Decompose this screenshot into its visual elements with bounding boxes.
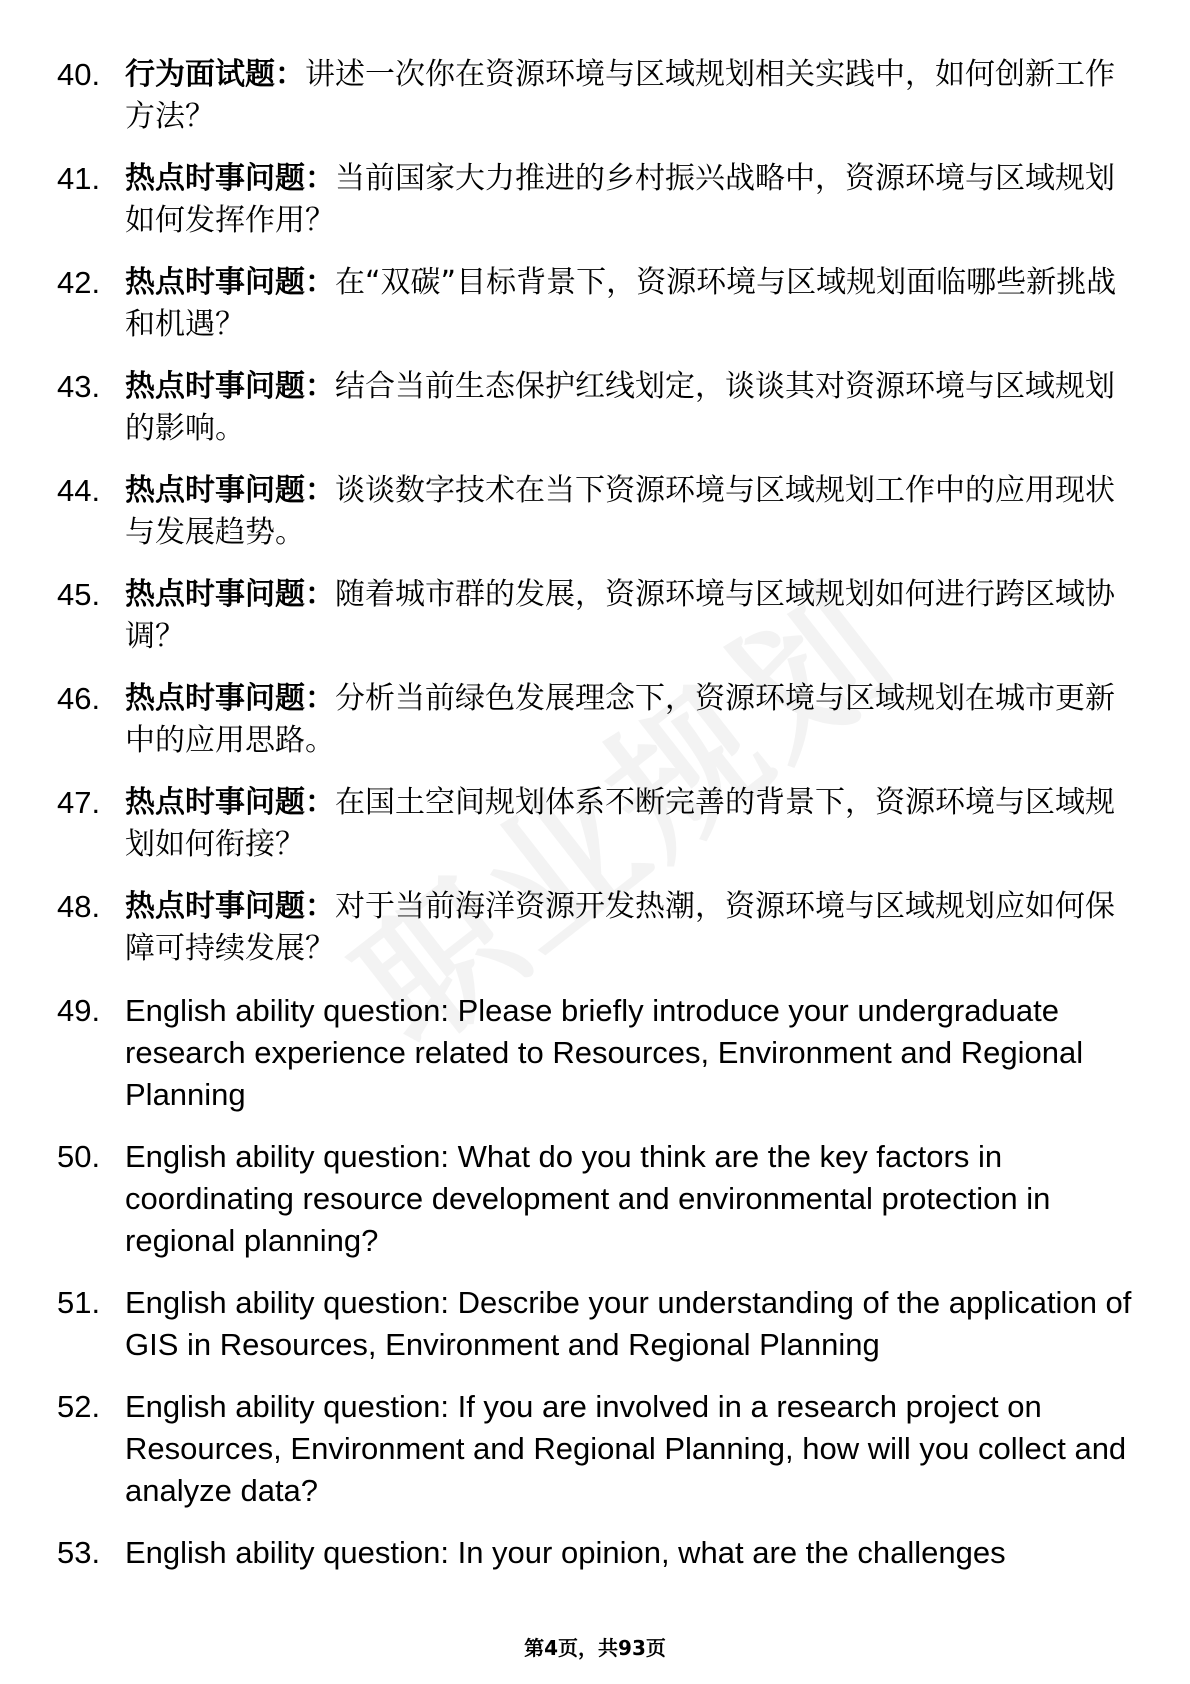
question-item — [57, 1532, 1137, 1574]
question-text: 讲述一次你在资源环境与区域规划相关实践中，如何创新工作方法？ — [125, 57, 1115, 134]
question-category: 热点时事问题： — [125, 369, 335, 404]
question-item — [57, 470, 1137, 554]
question-text: 结合当前生态保护红线划定，谈谈其对资源环境与区域规划的影响。 — [125, 369, 1115, 446]
question-number: 50. — [57, 1139, 101, 1174]
question-item — [57, 1136, 1137, 1262]
question-category: 热点时事问题： — [125, 785, 335, 820]
question-number: 43. — [57, 369, 101, 404]
question-category: 热点时事问题： — [125, 889, 335, 924]
question-number: 51. — [57, 1285, 101, 1320]
question-item — [57, 158, 1137, 242]
question-category: 热点时事问题： — [125, 681, 335, 716]
question-number: 49. — [57, 993, 101, 1028]
question-list — [57, 54, 1137, 1594]
question-text: 随着城市群的发展，资源环境与区域规划如何进行跨区域协调？ — [125, 577, 1115, 654]
question-text: 在国土空间规划体系不断完善的背景下，资源环境与区域规划如何衔接？ — [125, 785, 1115, 862]
question-number: 52. — [57, 1389, 101, 1424]
question-number: 44. — [57, 473, 101, 508]
question-number: 47. — [57, 785, 101, 820]
question-item — [57, 1282, 1137, 1366]
question-text: 对于当前海洋资源开发热潮，资源环境与区域规划应如何保障可持续发展？ — [125, 889, 1115, 966]
question-category: 行为面试题： — [125, 57, 305, 92]
question-text: English ability question: In your opinion, what are the challenges — [125, 1535, 1006, 1570]
question-number: 45. — [57, 577, 101, 612]
question-number: 42. — [57, 265, 101, 300]
question-text: 分析当前绿色发展理念下，资源环境与区域规划在城市更新中的应用思路。 — [125, 681, 1115, 758]
question-item — [57, 886, 1137, 970]
question-item — [57, 574, 1137, 658]
question-text: English ability question: Please briefly introduce your undergraduate research experience related to Resources, Environment and Regional Planning — [125, 993, 1084, 1112]
question-text: English ability question: Describe your understanding of the application of GIS in Resources, Environment and Regional Planning — [125, 1285, 1132, 1362]
question-item — [57, 366, 1137, 450]
question-item — [57, 782, 1137, 866]
question-number: 53. — [57, 1535, 101, 1570]
question-number: 46. — [57, 681, 101, 716]
question-text: English ability question: What do you think are the key factors in coordinating resource development and environmental protection in regional planning? — [125, 1139, 1051, 1258]
question-text: English ability question: If you are involved in a research project on Resources, Environment and Regional Planning, how will you collect and analyze data? — [125, 1389, 1127, 1508]
question-item — [57, 1386, 1137, 1512]
question-category: 热点时事问题： — [125, 473, 335, 508]
question-number: 40. — [57, 57, 101, 92]
question-item — [57, 54, 1137, 138]
question-item — [57, 990, 1137, 1116]
question-category: 热点时事问题： — [125, 577, 335, 612]
question-number: 48. — [57, 889, 101, 924]
question-item — [57, 262, 1137, 346]
question-text: 谈谈数字技术在当下资源环境与区域规划工作中的应用现状与发展趋势。 — [125, 473, 1115, 550]
question-category: 热点时事问题： — [125, 265, 335, 300]
question-text: 在“双碳”目标背景下，资源环境与区域规划面临哪些新挑战和机遇？ — [125, 265, 1117, 342]
question-text: 当前国家大力推进的乡村振兴战略中，资源环境与区域规划如何发挥作用？ — [125, 161, 1115, 238]
page-footer: 第4页，共93页 — [524, 1636, 666, 1660]
question-item — [57, 678, 1137, 762]
question-category: 热点时事问题： — [125, 161, 335, 196]
question-number: 41. — [57, 161, 101, 196]
